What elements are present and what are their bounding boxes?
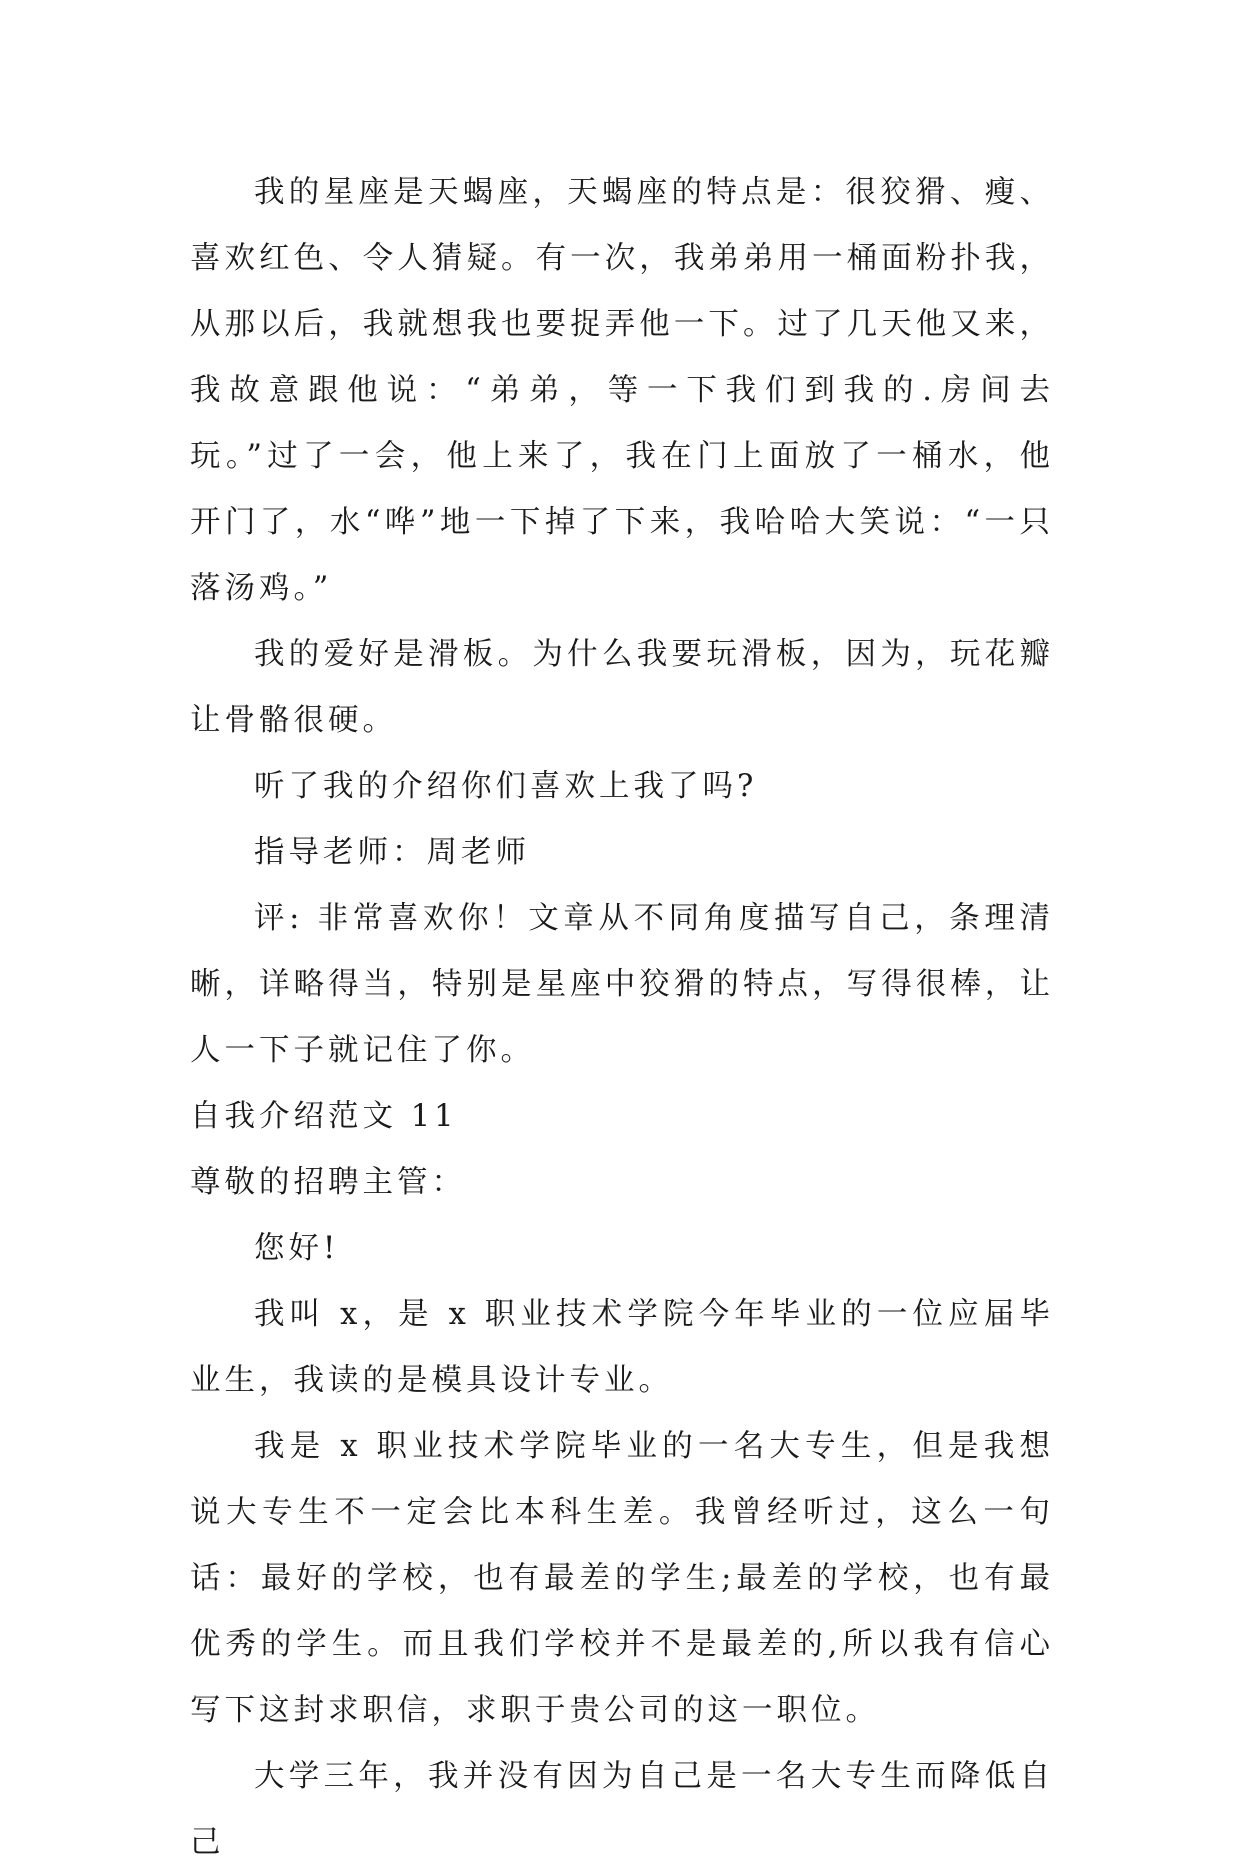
paragraph-introduction: 我叫 x，是 x 职业技术学院今年毕业的一位应届毕业生，我读的是模具设计专业。 [190,1297,1054,1398]
paragraph-teacher: 指导老师：周老师 [254,835,530,870]
paragraph-three-years: 大学三年，我并没有因为自己是一名大专生而降低自己 [190,1759,1054,1860]
paragraph-college: 我是 x 职业技术学院毕业的一名大专生，但是我想说大专生不一定会比本科生差。我曾经听过，这么一句话：最好的学校，也有最差的学生;最差的学校，也有最优秀的学生。而且我们学校并不是最差的,所以我有信心写下这封求职信，求职于贵公司的这一职位。 [190,1429,1054,1728]
section-heading: 自我介绍范文 11 [190,1099,458,1134]
paragraph-comment: 评: 非常喜欢你！文章从不同角度描写自己，条理清晰，详略得当，特别是星座中狡猾的特点，写得很棒，让人一下子就记住了你。 [190,901,1054,1068]
paragraph-hobby: 我的爱好是滑板。为什么我要玩滑板，因为，玩花瓣让骨骼很硬。 [190,637,1054,738]
letter-salutation: 尊敬的招聘主管： [190,1165,466,1200]
paragraph-question: 听了我的介绍你们喜欢上我了吗? [254,769,758,804]
letter-greeting: 您好! [254,1231,340,1266]
document-body [190,160,1054,1876]
paragraph-scorpio: 我的星座是天蝎座，天蝎座的特点是：很狡猾、瘦、喜欢红色、令人猜疑。有一次，我弟弟用一桶面粉扑我，从那以后，我就想我也要捉弄他一下。过了几天他又来，我故意跟他说：“弟弟，等一下我们到我的.房间去玩。”过了一会，他上来了，我在门上面放了一桶水，他开门了，水“哗”地一下掉了下来，我哈哈大笑说：“一只落汤鸡。” [190,175,1054,606]
